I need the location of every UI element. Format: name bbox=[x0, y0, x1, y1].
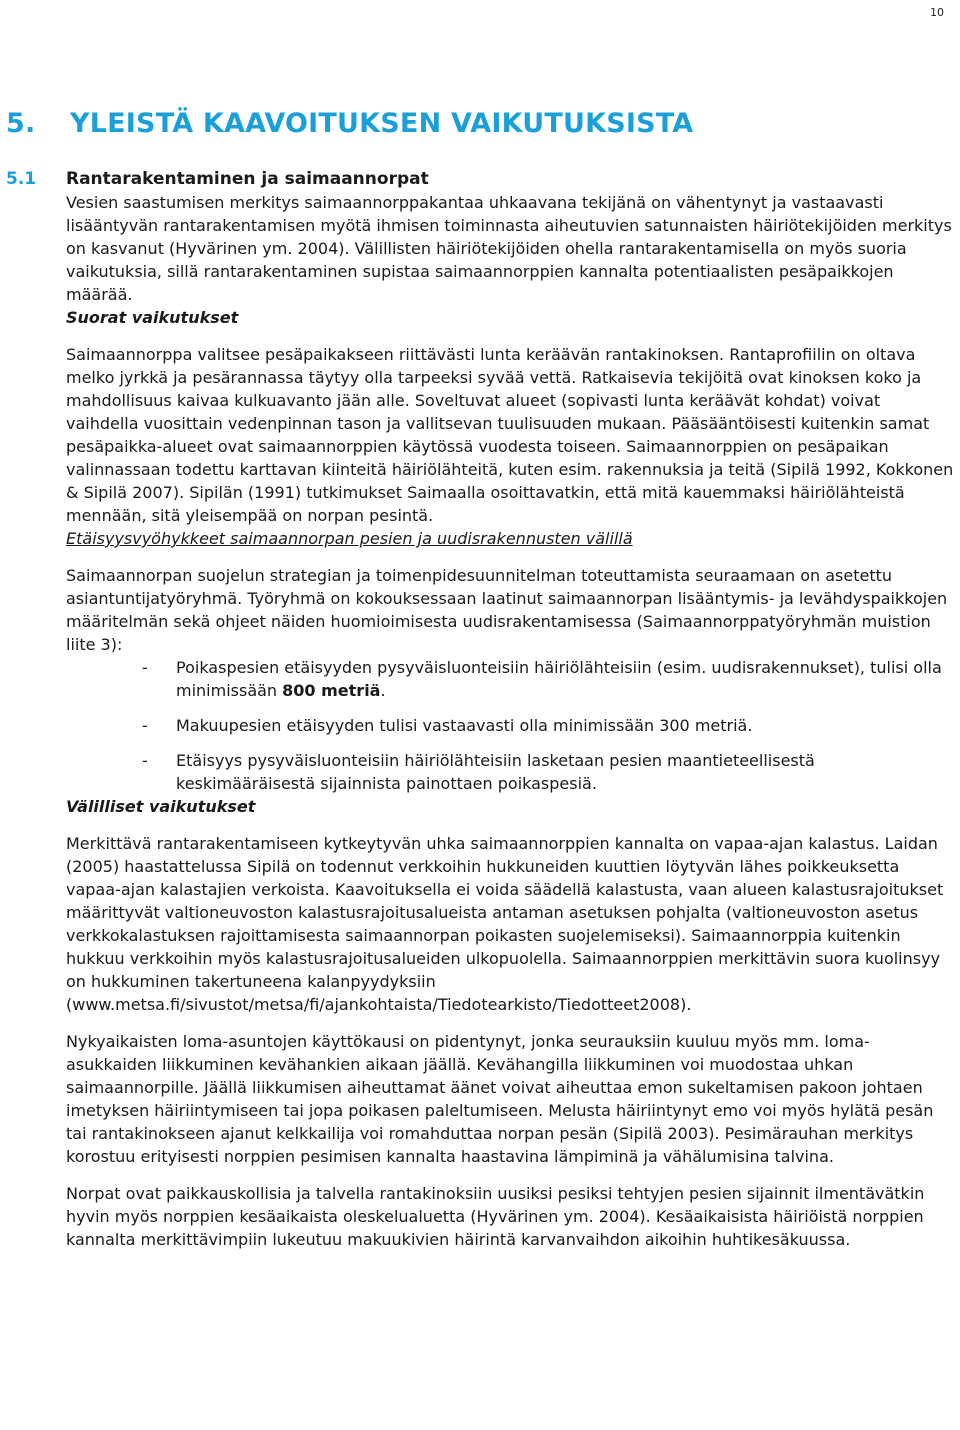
direct-effects-heading: Suorat vaikutukset bbox=[66, 308, 239, 327]
chapter-title-text: YLEISTÄ KAAVOITUKSEN VAIKUTUKSISTA bbox=[70, 108, 694, 139]
section-number: 5.1 bbox=[6, 169, 37, 189]
list-item bbox=[66, 714, 954, 737]
indirect-effects-url: (www.metsa.fi/sivustot/metsa/fi/ajankohtaista/Tiedotearkisto/Tiedotteet2008). bbox=[66, 995, 692, 1014]
section-title: Rantarakentaminen ja saimaannorpat bbox=[66, 169, 429, 189]
list-dash: - bbox=[142, 716, 148, 735]
list-item-text: Makuupesien etäisyyden tulisi vastaavasti olla minimissään 300 metriä. bbox=[176, 716, 753, 735]
list-item bbox=[66, 656, 954, 702]
indirect-effects-paragraph-1: Merkittävä rantarakentamiseen kytkeytyvän uhka saimaannorppien kannalta on vapaa-ajan kalastus. Laidan (2005) haastattelussa Sipilä on todennut verkkoihin hukkuneiden kuuttien löytyvän lähes poikkeuksetta vapaa-ajan kalastajien verkoista. Kaavoituksella ei voida säädellä kalastusta, vaan alueen kalastusrajoitukset määrittyvät valtioneuvoston kalastusrajoitusalueista antaman asetuksen pohjalta (valtioneuvoston asetus verkkokalastuksen rajoittamisesta saimaannorpan poikasten suojelemiseksi). Saimaannorppia kuitenkin hukkuu verkkoihin myös kalastusrajoitusalueiden ulkopuolella. Saimaannorppien merkittävin suora kuolinsyy on hukkuminen takertuneena kalanpyydyksiin bbox=[66, 834, 944, 991]
list-item-text-after: . bbox=[380, 681, 386, 700]
distance-rules-list bbox=[66, 656, 954, 795]
document-body bbox=[6, 168, 954, 1251]
indirect-effects-paragraph-2: Nykyaikaisten loma-asuntojen käyttökausi on pidentynyt, jonka seurauksiin kuuluu myös mm. loma-asukkaiden liikkuminen kevähankien aikaan jäällä. Kevähangilla liikkuminen voi muodostaa uhkan saimaannorpille. Jäällä liikkumisen aiheuttamat äänet voivat aiheuttaa emon sukeltamisen pakoon johtaen imetyksen häiriintymiseen tai jopa poikasen paleltumiseen. Melusta häiriintynyt emo voi myös hylätä pesän tai rantakinokseen ajanut kelkkailija voi romahduttaa norpan pesän (Sipilä 2003). Pesimärauhan merkitys korostuu erityisesti norppien pesimisen kannalta haastavina lämpiminä ja vähälumisina talvina. bbox=[66, 1032, 934, 1166]
list-dash: - bbox=[142, 658, 148, 677]
indirect-effects-heading: Välilliset vaikutukset bbox=[66, 797, 256, 816]
list-item-text: Etäisyys pysyväisluonteisiin häiriölähteisiin lasketaan pesien maantieteellisestä keskimääräisestä sijainnista painottaen poikaspesiä. bbox=[176, 751, 815, 793]
list-item bbox=[66, 749, 954, 795]
list-dash: - bbox=[142, 751, 148, 770]
list-item-text: Poikaspesien etäisyyden pysyväisluonteisiin häiriölähteisiin (esim. uudisrakennukset), tulisi olla minimissään bbox=[176, 658, 942, 700]
intro-paragraph: Vesien saastumisen merkitys saimaannorppakantaa uhkaavana tekijänä on vähentynyt ja vastaavasti lisääntyvän rantarakentamisen myötä ihmisen toiminnasta aiheutuvien satunnaisten häiriötekijöiden merkitys on kasvanut (Hyvärinen ym. 2004). Välillisten häiriötekijöiden ohella rantarakentamisella on myös suoria vaikutuksia, sillä rantarakentaminen supistaa saimaannorppien kannalta potentiaalisten pesäpaikkojen määrää. bbox=[66, 193, 952, 304]
direct-effects-paragraph: Saimaannorppa valitsee pesäpaikakseen riittävästi lunta keräävän rantakinoksen. Rantaprofiilin on oltava melko jyrkkä ja pesärannassa täytyy olla tarpeeksi syvää vettä. Ratkaisevia tekijöitä ovat kinoksen koko ja mahdollisuus kaivaa kulkuavanto jään alle. Soveltuvat alueet (sopivasti lunta keräävät kohdat) voivat vaihdella vuosittain vedenpinnan tason ja vallitsevan tuulisuuden mukaan. Pääsääntöisesti kuitenkin samat pesäpaikka-alueet ovat saimaannorppien käytössä vuodesta toiseen. Saimaannorppien on pesäpaikan valinnassaan todettu karttavan kiinteitä häiriölähteitä, kuten esim. rakennuksia ja teitä (Sipilä 1992, Kokkonen & Sipilä 2007). Sipilän (1991) tutkimukset Saimaalla osoittavatkin, että mitä kauemmaksi häiriölähteistä mennään, sitä yleisempää on norpan pesintä. bbox=[66, 345, 954, 525]
chapter-number: 5. bbox=[6, 108, 36, 139]
chapter-title bbox=[6, 108, 693, 139]
list-item-bold: 800 metriä bbox=[282, 681, 381, 700]
distance-zones-paragraph: Saimaannorpan suojelun strategian ja toimenpidesuunnitelman toteuttamista seuraamaan on asetettu asiantuntijatyöryhmä. Työryhmä on kokouksessaan laatinut saimaannorpan lisääntymis- ja levähdyspaikkojen määritelmän sekä ohjeet näiden huomioimisesta uudisrakentamisessa (Saimaannorppatyöryhmän muistion liite 3): bbox=[66, 566, 948, 654]
section-heading bbox=[6, 168, 954, 191]
indirect-effects-paragraph-3: Norpat ovat paikkauskollisia ja talvella rantakinoksiin uusiksi pesiksi tehtyjen pesien sijainnit ilmentävätkin hyvin myös norppien kesäaikaista oleskelualuetta (Hyvärinen ym. 2004). Kesäaikaisista häiriöistä norppien kannalta merkittävimpiin lukeutuu makuukivien häirintä karvanvaihdon aikoihin huhtikesäkuussa. bbox=[66, 1184, 925, 1249]
distance-zones-heading: Etäisyysvyöhykkeet saimaannorpan pesien ja uudisrakennusten välillä bbox=[66, 529, 633, 548]
page-number: 10 bbox=[930, 6, 944, 19]
